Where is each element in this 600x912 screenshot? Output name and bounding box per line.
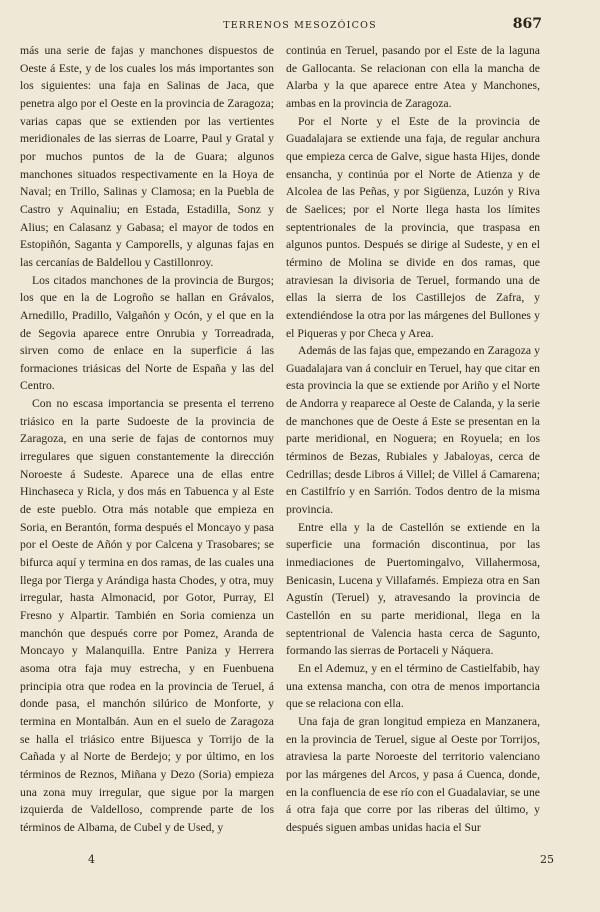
paragraph: Entre ella y la de Castellón se extiende en la superficie una formación discontinua, por las inmediaciones de Puertomingalvo, Villahermosa, Benicasin, Lucena y Villafamés. Empieza otra en San Agustín (Teruel) y, atravesando la provincia de Castellón en su parte meridional, llega en la septentrional de Valencia hasta cerca de Sagunto, formando las sierras de Portaceli y Náquera.: [286, 520, 540, 658]
paragraph: Por el Norte y el Este de la provincia de Guadalajara se extiende una faja, de regular anchura que empieza cerca de Galve, sigue hasta Hijes, donde ensancha, y continúa por el Norte de Atienza y de Alcolea de las Peñas, y por Sigüenza, Luzón y Riva de Saelices; por el Norte llega hasta los límites septentrionales de la provincia, que traspasa en algunos puntos. Después se dirige al Sudeste, y en el término de Molina se divide en dos ramas, que atraviesan la divisoria de Teruel, formando una de ellas la sierra de los Castillejos de Zafra, y extendiéndose la otra por las márgenes del Bullones y el Piqueras y por Checa y Area.: [286, 114, 540, 340]
page-footer: [0, 853, 600, 873]
page-number: 867: [512, 16, 542, 32]
gathering-signature: 25: [540, 853, 554, 866]
left-column: [20, 42, 274, 837]
paragraph: Una faja de gran longitud empieza en Manzanera, en la provincia de Teruel, sigue al Oeste por Torrijos, atraviesa la parte Noroeste del territorio valenciano por las márgenes del Arcos, y pasa á Cuenca, donde, en la confluencia de ese río con el Guadalaviar, se une á otra faja que corre por las riberas del último, y después siguen ambas unidas hacia el Sur: [286, 714, 540, 834]
right-column: [286, 42, 540, 837]
paragraph: Además de las fajas que, empezando en Zaragoza y Guadalajara van á concluir en Teruel, hay que citar en esta provincia la que se extiende por Ariño y el Norte de Andorra y reaparece al Oeste de Calanda, y la serie de manchones que de Oeste á Este se presentan en la parte meridional, en Noguera; en Royuela; en los términos de Bezas, Rubiales y Jabaloyas, cerca de Cedrillas; desde Libros á Villel; de Villel á Camarena; en Castilfrío y en Sarrión. Todos dentro de la misma provincia.: [286, 344, 540, 517]
sheet-signature: 4: [88, 853, 95, 866]
running-title: TERRENOS MESOZÓICOS: [223, 20, 377, 31]
paragraph: más una serie de fajas y manchones dispuestos de Oeste á Este, y de los cuales los más importantes son los siguientes: una faja en Salinas de Jaca, que penetra algo por el Oeste en la provincia de Zaragoza; varias capas que se extienden por las vertientes meridionales de las sierras de Loarre, Paul y Gratal y por muchos puntos de la de Guara; algunos manchones situados respectivamente en la Hoya de Naval; en Trillo, Salinas y Clamosa; en la Puebla de Castro y Aquinaliu; en Estada, Estadilla, Sonz y Alius; en Calasanz y Gabasa; el mayor de todos en Estopiñón, Saganta y Camporells, y algunas fajas en las cercanías de Baldellou y Castillonroy.: [20, 44, 274, 269]
paragraph: Con no escasa importancia se presenta el terreno triásico en la parte Sudoeste de la provincia de Zaragoza, en una serie de fajas de contornos muy irregulares que siguen constantemente la dirección Noroeste á Sudeste. Aparece una de ellas entre Hinchaseca y Ricla, y dos más en Tabuenca y al Este de este pueblo. Otra más notable que empieza en Soria, en Berantón, forma después el Moncayo y pasa por el Oeste de Añón y por Calcena y Trasobares; se bifurca aquí y termina en dos ramas, de las cuales una llega por Tierga y Arándiga hasta Chodes, y otra, muy irregular, hasta Almonacid, por Gotor, Purray, El Fresno y Alpartir. También en Soria comienza un manchón que después corre por Pomez, Aranda de Moncayo y Malanquilla. Entre Paniza y Herrera asoma otra faja muy estrecha, y en Fuenbuena principia otra que rodea en la provincia de Teruel, á donde pasa, el manchón silúrico de Monforte, y termina en Montalbán. Aun en el suelo de Zaragoza se halla el triásico entre Bijuesca y Torrijo de la Cañada y al Norte de Berdejo; y por último, en los términos de Reznos, Miñana y Dezo (Soria) empieza una zona muy irregular, que sigue por la margen izquierda de Valdelloso, comprende parte de los términos de Albama, de Cubel y de Used, y: [20, 397, 274, 834]
paragraph: En el Ademuz, y en el término de Castielfabib, hay una extensa mancha, con otra de menos importancia que se relaciona con ella.: [286, 661, 540, 711]
paragraph: continúa en Teruel, pasando por el Este de la laguna de Gallocanta. Se relacionan con ella la mancha de Alarba y la que aparece entre Atea y Manchones, ambas en la provincia de Zaragoza.: [286, 44, 540, 110]
paragraph: Los citados manchones de la provincia de Burgos; los que en la de Logroño se hallan en Grávalos, Arnedillo, Pradillo, Valgañón y Ocón, y el que en la de Segovia aparece entre Onrubia y Torreadrada, sirven como de enlace en la superficie á las formaciones triásicas del Norte de España y las del Centro.: [20, 273, 274, 393]
running-header: [0, 16, 600, 36]
